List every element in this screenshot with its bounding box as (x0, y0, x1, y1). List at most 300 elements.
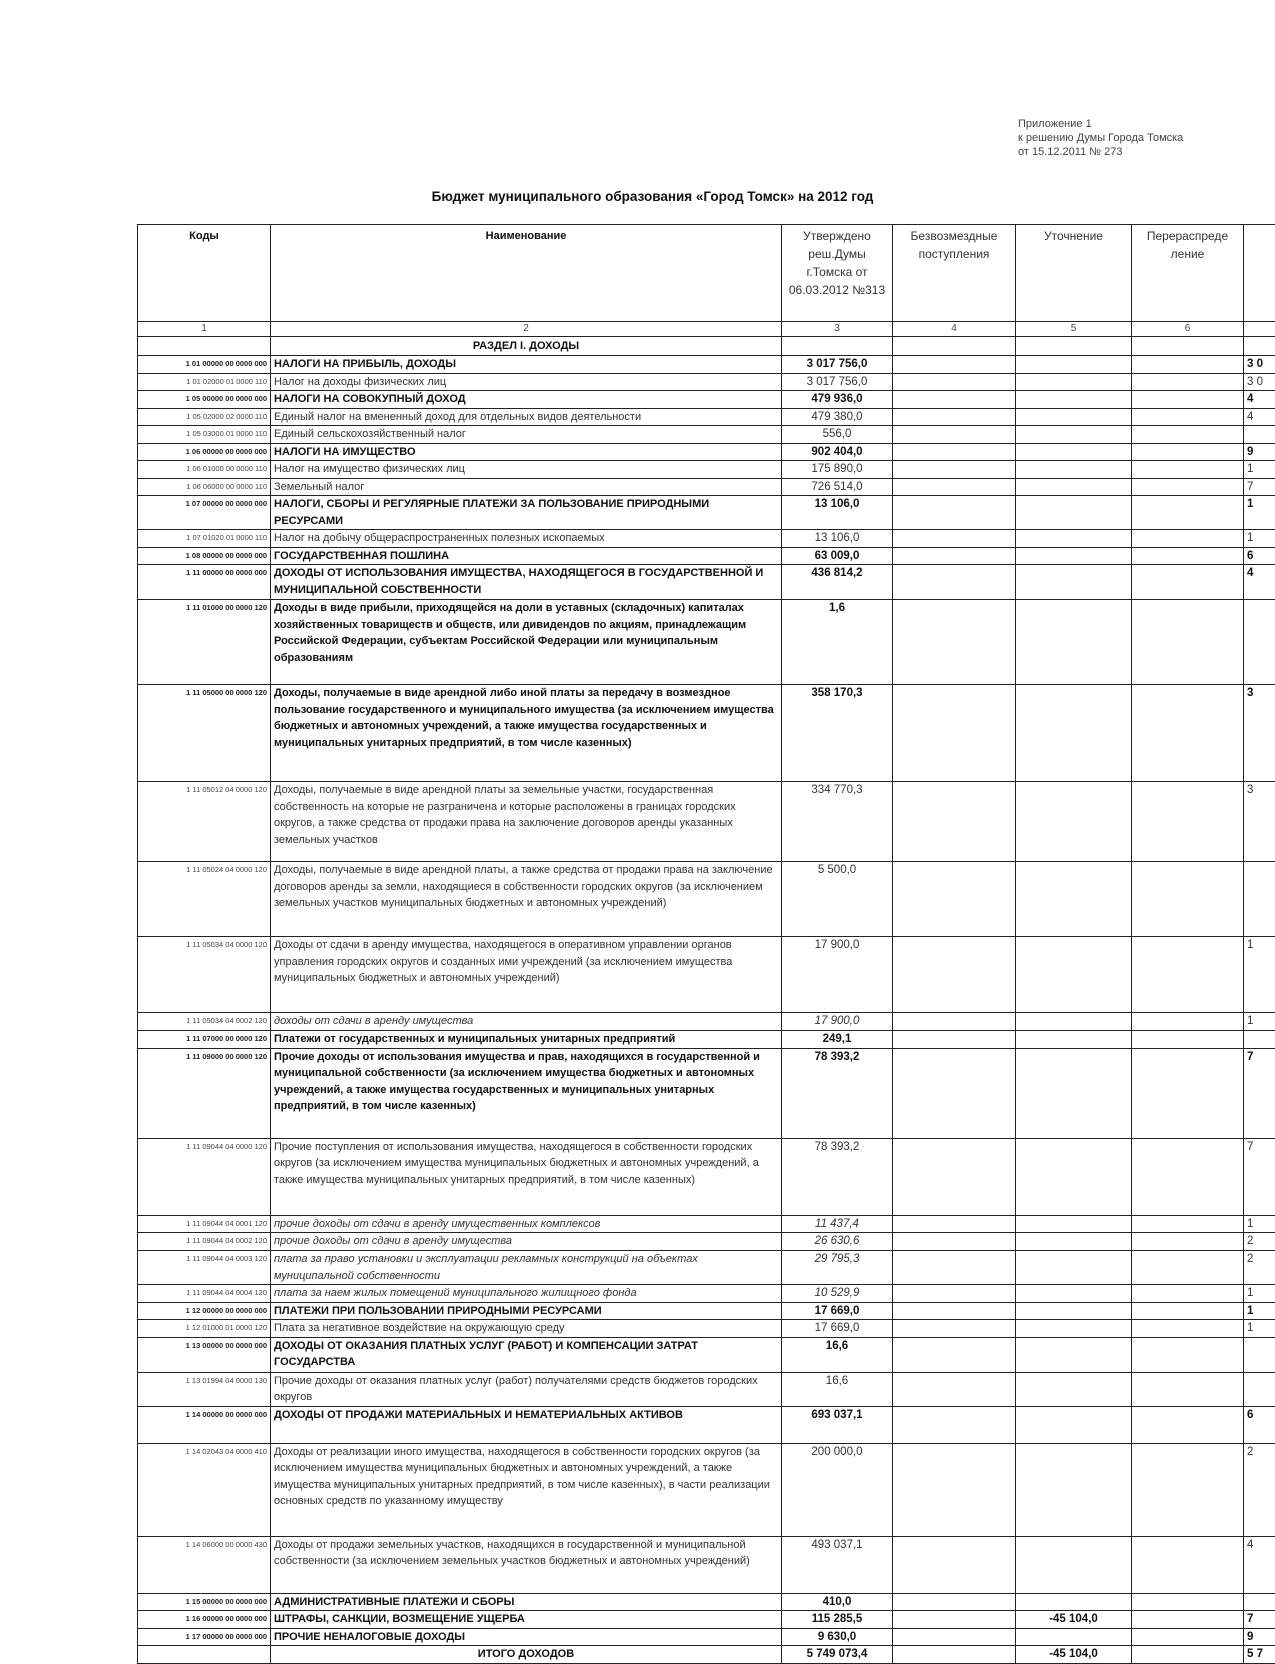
row-name: АДМИНИСТРАТИВНЫЕ ПЛАТЕЖИ И СБОРЫ (271, 1593, 782, 1611)
row-col7: 9 (1244, 443, 1275, 461)
row-name: Доходы, получаемые в виде арендной платы за земельные участки, государственная собственность на которые не разграничена и которые расположены в границах городских округов, а также средства от продажи права на заключение договоров аренды указанных земельных участков (271, 782, 782, 862)
row-approved: 479 936,0 (782, 391, 893, 409)
row-redistribution (1132, 391, 1244, 409)
row-code: 1 14 06000 00 0000 430 (138, 1536, 271, 1593)
row-clarification (1016, 1628, 1132, 1646)
table-row (138, 1030, 1275, 1048)
table-row (138, 1611, 1275, 1629)
table-row (138, 600, 1275, 685)
row-redistribution (1132, 1302, 1244, 1320)
row-code: 1 11 07000 00 0000 120 (138, 1030, 271, 1048)
row-redistribution (1132, 1536, 1244, 1593)
row-col7 (1244, 1593, 1275, 1611)
empty-cell (893, 337, 1016, 356)
row-approved: 5 500,0 (782, 862, 893, 937)
row-redistribution (1132, 1138, 1244, 1215)
row-code: 1 11 00000 00 0000 000 (138, 565, 271, 600)
row-redistribution (1132, 782, 1244, 862)
row-col7: 7 (1244, 1138, 1275, 1215)
row-gratuitous (893, 685, 1016, 782)
row-redistribution (1132, 1251, 1244, 1285)
row-redistribution (1132, 1611, 1244, 1629)
table-row (138, 1233, 1275, 1251)
row-gratuitous (893, 391, 1016, 409)
table-row (138, 1593, 1275, 1611)
row-gratuitous (893, 373, 1016, 391)
row-col7: 7 (1244, 478, 1275, 496)
appendix-note (1018, 117, 1183, 159)
row-clarification (1016, 373, 1132, 391)
row-code: 1 14 00000 00 0000 000 (138, 1406, 271, 1443)
row-approved: 436 814,2 (782, 565, 893, 600)
row-name: ПРОЧИЕ НЕНАЛОГОВЫЕ ДОХОДЫ (271, 1628, 782, 1646)
row-col7: 7 (1244, 1611, 1275, 1629)
row-code: 1 11 05024 04 0000 120 (138, 862, 271, 937)
row-approved: 63 009,0 (782, 547, 893, 565)
row-col7: 6 (1244, 1406, 1275, 1443)
header-clarification: Уточнение (1016, 225, 1132, 322)
table-row (138, 1372, 1275, 1406)
row-approved: 29 795,3 (782, 1251, 893, 1285)
row-redistribution (1132, 1215, 1244, 1233)
row-clarification (1016, 530, 1132, 548)
table-row (138, 1285, 1275, 1303)
row-col7 (1244, 862, 1275, 937)
row-col7: 1 (1244, 1215, 1275, 1233)
row-clarification (1016, 1030, 1132, 1048)
row-code: 1 11 05000 00 0000 120 (138, 685, 271, 782)
empty-cell (1132, 337, 1244, 356)
row-redistribution (1132, 426, 1244, 444)
table-row (138, 1215, 1275, 1233)
row-code: 1 07 00000 00 0000 000 (138, 496, 271, 530)
row-approved: 334 770,3 (782, 782, 893, 862)
row-name: Платежи от государственных и муниципальных унитарных предприятий (271, 1030, 782, 1048)
row-clarification (1016, 461, 1132, 479)
row-redistribution (1132, 478, 1244, 496)
table-row (138, 478, 1275, 496)
row-col7: 1 (1244, 1320, 1275, 1338)
row-code: 1 17 00000 00 0000 000 (138, 1628, 271, 1646)
row-col7 (1244, 1372, 1275, 1406)
row-redistribution (1132, 1030, 1244, 1048)
row-gratuitous (893, 461, 1016, 479)
row-clarification (1016, 1013, 1132, 1031)
appendix-line: к решению Думы Города Томска (1018, 131, 1183, 145)
table-row (138, 1536, 1275, 1593)
row-gratuitous (893, 1285, 1016, 1303)
appendix-line: от 15.12.2011 № 273 (1018, 145, 1183, 159)
row-name: ДОХОДЫ ОТ ОКАЗАНИЯ ПЛАТНЫХ УСЛУГ (РАБОТ) И КОМПЕНСАЦИИ ЗАТРАТ ГОСУДАРСТВА (271, 1337, 782, 1372)
row-gratuitous (893, 408, 1016, 426)
column-number: 6 (1132, 322, 1244, 337)
row-col7 (1244, 600, 1275, 685)
row-approved: 410,0 (782, 1593, 893, 1611)
row-gratuitous (893, 1030, 1016, 1048)
row-redistribution (1132, 1443, 1244, 1536)
row-approved: 1,6 (782, 600, 893, 685)
row-redistribution (1132, 937, 1244, 1013)
row-approved: 13 106,0 (782, 530, 893, 548)
row-name: Плата за негативное воздействие на окружающую среду (271, 1320, 782, 1338)
row-col7: 4 (1244, 1536, 1275, 1593)
row-clarification (1016, 496, 1132, 530)
row-name: Доходы от сдачи в аренду имущества, находящегося в оперативном управлении органов управления городских округов и созданных ими учреждений (за исключением имущества муниципальных бюджетных и автономных учреждений) (271, 937, 782, 1013)
row-gratuitous (893, 782, 1016, 862)
row-clarification (1016, 1372, 1132, 1406)
row-code: 1 06 06000 00 0000 110 (138, 478, 271, 496)
row-gratuitous (893, 1372, 1016, 1406)
row-code: 1 01 00000 00 0000 000 (138, 356, 271, 374)
row-approved: 3 017 756,0 (782, 373, 893, 391)
row-col7: 3 (1244, 685, 1275, 782)
header-redistribution: Перераспреде ление (1132, 225, 1244, 322)
row-code: 1 11 05012 04 0000 120 (138, 782, 271, 862)
row-name: ПЛАТЕЖИ ПРИ ПОЛЬЗОВАНИИ ПРИРОДНЫМИ РЕСУРСАМИ (271, 1302, 782, 1320)
row-redistribution (1132, 1372, 1244, 1406)
row-gratuitous (893, 1443, 1016, 1536)
row-name: Прочие поступления от использования имущества, находящегося в собственности городских округов (за исключением имущества муниципальных бюджетных и автономных учреждений, а также имущества муниципальных унитарных предприятий, в том числе казенных) (271, 1138, 782, 1215)
row-code: 1 16 00000 00 0000 000 (138, 1611, 271, 1629)
row-gratuitous (893, 496, 1016, 530)
row-clarification (1016, 443, 1132, 461)
appendix-line: Приложение 1 (1018, 117, 1183, 131)
row-redistribution (1132, 356, 1244, 374)
table-row (138, 1337, 1275, 1372)
row-col7: 2 (1244, 1443, 1275, 1536)
row-redistribution (1132, 1320, 1244, 1338)
row-approved: 493 037,1 (782, 1536, 893, 1593)
table-row (138, 443, 1275, 461)
row-clarification: -45 104,0 (1016, 1646, 1132, 1664)
column-number-row (138, 322, 1275, 337)
row-col7: 1 (1244, 1302, 1275, 1320)
row-approved: 17 669,0 (782, 1302, 893, 1320)
table-row (138, 1443, 1275, 1536)
row-gratuitous (893, 356, 1016, 374)
row-redistribution (1132, 1013, 1244, 1031)
empty-cell (782, 337, 893, 356)
row-name: Доходы, получаемые в виде арендной либо иной платы за передачу в возмездное пользование государственного и муниципального имущества (за исключением имущества бюджетных и автономных учреждений, а также имущества государственных и муниципальных унитарных предприятий, в том числе казенных) (271, 685, 782, 782)
row-approved: 10 529,9 (782, 1285, 893, 1303)
row-clarification (1016, 356, 1132, 374)
row-gratuitous (893, 530, 1016, 548)
table-row (138, 1628, 1275, 1646)
row-gratuitous (893, 862, 1016, 937)
row-name: НАЛОГИ НА ПРИБЫЛЬ, ДОХОДЫ (271, 356, 782, 374)
row-code: 1 13 00000 00 0000 000 (138, 1337, 271, 1372)
row-clarification (1016, 937, 1132, 1013)
row-gratuitous (893, 443, 1016, 461)
table-row (138, 1251, 1275, 1285)
header-col7 (1244, 225, 1275, 322)
row-col7: 1 (1244, 1013, 1275, 1031)
table-row (138, 356, 1275, 374)
row-col7: 4 (1244, 565, 1275, 600)
table-row (138, 408, 1275, 426)
row-clarification (1016, 782, 1132, 862)
row-approved: 9 630,0 (782, 1628, 893, 1646)
table-row (138, 1302, 1275, 1320)
row-col7: 2 (1244, 1233, 1275, 1251)
row-gratuitous (893, 1406, 1016, 1443)
row-code: 1 12 00000 00 0000 000 (138, 1302, 271, 1320)
row-redistribution (1132, 1285, 1244, 1303)
row-redistribution (1132, 373, 1244, 391)
row-approved: 11 437,4 (782, 1215, 893, 1233)
row-col7: 7 (1244, 1048, 1275, 1138)
table-row (138, 1406, 1275, 1443)
row-clarification (1016, 1233, 1132, 1251)
budget-table (137, 224, 1275, 1664)
row-redistribution (1132, 530, 1244, 548)
row-redistribution (1132, 1628, 1244, 1646)
table-row (138, 1048, 1275, 1138)
row-name: доходы от сдачи в аренду имущества (271, 1013, 782, 1031)
row-gratuitous (893, 1215, 1016, 1233)
header-codes: Коды (138, 225, 271, 322)
row-clarification (1016, 1138, 1132, 1215)
row-code: 1 06 01000 00 0000 110 (138, 461, 271, 479)
table-row (138, 530, 1275, 548)
row-approved: 249,1 (782, 1030, 893, 1048)
row-clarification (1016, 1536, 1132, 1593)
row-code: 1 12 01000 01 0000 120 (138, 1320, 271, 1338)
row-redistribution (1132, 1593, 1244, 1611)
row-approved: 26 630,6 (782, 1233, 893, 1251)
row-clarification (1016, 1285, 1132, 1303)
row-code: 1 11 09044 04 0000 120 (138, 1138, 271, 1215)
table-row (138, 937, 1275, 1013)
row-approved: 17 900,0 (782, 937, 893, 1013)
header-name: Наименование (271, 225, 782, 322)
row-col7: 3 0 (1244, 373, 1275, 391)
row-gratuitous (893, 1628, 1016, 1646)
table-row (138, 426, 1275, 444)
row-gratuitous (893, 426, 1016, 444)
row-gratuitous (893, 1646, 1016, 1664)
row-gratuitous (893, 565, 1016, 600)
row-approved: 16,6 (782, 1337, 893, 1372)
row-clarification (1016, 1320, 1132, 1338)
row-name: НАЛОГИ, СБОРЫ И РЕГУЛЯРНЫЕ ПЛАТЕЖИ ЗА ПОЛЬЗОВАНИЕ ПРИРОДНЫМИ РЕСУРСАМИ (271, 496, 782, 530)
row-col7: 1 (1244, 937, 1275, 1013)
row-clarification (1016, 1251, 1132, 1285)
row-col7 (1244, 1337, 1275, 1372)
row-redistribution (1132, 496, 1244, 530)
row-code: 1 11 09000 00 0000 120 (138, 1048, 271, 1138)
row-name: Доходы, получаемые в виде арендной платы, а также средства от продажи права на заключение договоров аренды за земли, находящиеся в собственности городских округов (за исключением земельных участков муниципальных бюджетных и автономных учреждений) (271, 862, 782, 937)
row-clarification (1016, 1302, 1132, 1320)
row-clarification (1016, 391, 1132, 409)
row-col7: 9 (1244, 1628, 1275, 1646)
row-code: 1 13 01994 04 0000 130 (138, 1372, 271, 1406)
row-name: ШТРАФЫ, САНКЦИИ, ВОЗМЕЩЕНИЕ УЩЕРБА (271, 1611, 782, 1629)
table-row (138, 1320, 1275, 1338)
row-code: 1 06 00000 00 0000 000 (138, 443, 271, 461)
row-code: 1 11 09044 04 0004 120 (138, 1285, 271, 1303)
row-name: НАЛОГИ НА СОВОКУПНЫЙ ДОХОД (271, 391, 782, 409)
row-gratuitous (893, 1138, 1016, 1215)
row-code: 1 05 00000 00 0000 000 (138, 391, 271, 409)
row-col7: 1 (1244, 461, 1275, 479)
row-clarification (1016, 1337, 1132, 1372)
row-gratuitous (893, 1251, 1016, 1285)
row-clarification (1016, 408, 1132, 426)
row-approved: 78 393,2 (782, 1048, 893, 1138)
column-number: 2 (271, 322, 782, 337)
row-code: 1 05 03000 01 0000 110 (138, 426, 271, 444)
row-name: плата за наем жилых помещений муниципального жилищного фонда (271, 1285, 782, 1303)
row-gratuitous (893, 478, 1016, 496)
table-row (138, 1013, 1275, 1031)
row-col7: 3 (1244, 782, 1275, 862)
row-redistribution (1132, 685, 1244, 782)
row-approved: 200 000,0 (782, 1443, 893, 1536)
row-approved: 175 890,0 (782, 461, 893, 479)
row-name: плата за право установки и эксплуатации рекламных конструкций на объектах муниципальной собственности (271, 1251, 782, 1285)
table-row (138, 461, 1275, 479)
row-clarification (1016, 600, 1132, 685)
row-gratuitous (893, 547, 1016, 565)
row-approved: 5 749 073,4 (782, 1646, 893, 1664)
row-redistribution (1132, 443, 1244, 461)
row-name: Доходы в виде прибыли, приходящейся на доли в уставных (складочных) капиталах хозяйственных товариществ и обществ, или дивидендов по акциям, принадлежащим Российской Федерации, субъектам Российской Федерации или муниципальным образованиям (271, 600, 782, 685)
row-approved: 693 037,1 (782, 1406, 893, 1443)
header-gratuitous: Безвозмездные поступления (893, 225, 1016, 322)
column-number: 3 (782, 322, 893, 337)
table-row (138, 782, 1275, 862)
row-gratuitous (893, 1233, 1016, 1251)
row-code: 1 11 05034 04 0000 120 (138, 937, 271, 1013)
row-gratuitous (893, 1337, 1016, 1372)
row-name: прочие доходы от сдачи в аренду имущественных комплексов (271, 1215, 782, 1233)
row-name: ИТОГО ДОХОДОВ (271, 1646, 782, 1664)
row-name: Единый налог на вмененный доход для отдельных видов деятельности (271, 408, 782, 426)
section-title: РАЗДЕЛ I. ДОХОДЫ (271, 337, 782, 356)
row-gratuitous (893, 1611, 1016, 1629)
row-approved: 902 404,0 (782, 443, 893, 461)
row-clarification (1016, 1593, 1132, 1611)
table-row (138, 547, 1275, 565)
row-name: Земельный налог (271, 478, 782, 496)
row-clarification (1016, 547, 1132, 565)
table-row (138, 496, 1275, 530)
row-redistribution (1132, 1233, 1244, 1251)
row-gratuitous (893, 1536, 1016, 1593)
document-title: Бюджет муниципального образования «Город Томск» на 2012 год (0, 189, 1275, 204)
row-code: 1 11 09044 04 0001 120 (138, 1215, 271, 1233)
row-gratuitous (893, 1302, 1016, 1320)
row-redistribution (1132, 862, 1244, 937)
header-row (138, 225, 1275, 322)
section-row (138, 337, 1275, 356)
row-col7 (1244, 1030, 1275, 1048)
row-gratuitous (893, 1013, 1016, 1031)
empty-cell (1016, 337, 1132, 356)
column-number: 1 (138, 322, 271, 337)
table-row (138, 391, 1275, 409)
row-gratuitous (893, 937, 1016, 1013)
row-redistribution (1132, 600, 1244, 685)
row-col7: 6 (1244, 547, 1275, 565)
table-row (138, 1646, 1275, 1664)
table-row (138, 373, 1275, 391)
row-code: 1 08 00000 00 0000 000 (138, 547, 271, 565)
row-clarification (1016, 1215, 1132, 1233)
row-code: 1 01 02000 01 0000 110 (138, 373, 271, 391)
row-redistribution (1132, 1048, 1244, 1138)
row-gratuitous (893, 1048, 1016, 1138)
row-approved: 17 900,0 (782, 1013, 893, 1031)
row-clarification (1016, 1406, 1132, 1443)
row-name: Налог на доходы физических лиц (271, 373, 782, 391)
row-col7: 2 (1244, 1251, 1275, 1285)
row-code: 1 14 02043 04 0000 410 (138, 1443, 271, 1536)
row-clarification (1016, 478, 1132, 496)
row-code: 1 05 02000 02 0000 110 (138, 408, 271, 426)
row-col7 (1244, 426, 1275, 444)
row-name: Доходы от продажи земельных участков, находящихся в государственной и муниципальной собственности (за исключением земельных участков бюджетных и автономных учреждений) (271, 1536, 782, 1593)
row-approved: 78 393,2 (782, 1138, 893, 1215)
row-redistribution (1132, 1646, 1244, 1664)
row-approved: 13 106,0 (782, 496, 893, 530)
row-approved: 16,6 (782, 1372, 893, 1406)
row-gratuitous (893, 1320, 1016, 1338)
row-clarification (1016, 685, 1132, 782)
row-code: 1 11 09044 04 0003 120 (138, 1251, 271, 1285)
table-row (138, 685, 1275, 782)
row-redistribution (1132, 408, 1244, 426)
row-clarification: -45 104,0 (1016, 1611, 1132, 1629)
empty-cell (1244, 337, 1275, 356)
section-code-cell (138, 337, 271, 356)
row-approved: 17 669,0 (782, 1320, 893, 1338)
row-clarification (1016, 426, 1132, 444)
row-gratuitous (893, 600, 1016, 685)
row-clarification (1016, 1048, 1132, 1138)
row-approved: 479 380,0 (782, 408, 893, 426)
row-approved: 115 285,5 (782, 1611, 893, 1629)
row-approved: 556,0 (782, 426, 893, 444)
row-col7: 4 (1244, 391, 1275, 409)
row-approved: 3 017 756,0 (782, 356, 893, 374)
row-clarification (1016, 862, 1132, 937)
row-col7: 1 (1244, 530, 1275, 548)
row-clarification (1016, 1443, 1132, 1536)
table-row (138, 862, 1275, 937)
row-gratuitous (893, 1593, 1016, 1611)
row-name: Прочие доходы от использования имущества и прав, находящихся в государственной и муниципальной собственности (за исключением имущества бюджетных и автономных учреждений, а также имущества государственных и муниципальных унитарных предприятий, в том числе казенных) (271, 1048, 782, 1138)
row-col7: 5 7 (1244, 1646, 1275, 1664)
row-code: 1 11 09044 04 0002 120 (138, 1233, 271, 1251)
row-name: ДОХОДЫ ОТ ИСПОЛЬЗОВАНИЯ ИМУЩЕСТВА, НАХОДЯЩЕГОСЯ В ГОСУДАРСТВЕННОЙ И МУНИЦИПАЛЬНОЙ СОБСТВЕННОСТИ (271, 565, 782, 600)
row-code (138, 1646, 271, 1664)
column-number: 4 (893, 322, 1016, 337)
row-redistribution (1132, 1406, 1244, 1443)
row-name: прочие доходы от сдачи в аренду имущества (271, 1233, 782, 1251)
table-row (138, 1138, 1275, 1215)
row-redistribution (1132, 547, 1244, 565)
row-code: 1 15 00000 00 0000 000 (138, 1593, 271, 1611)
row-approved: 358 170,3 (782, 685, 893, 782)
row-code: 1 07 01020 01 0000 110 (138, 530, 271, 548)
row-redistribution (1132, 461, 1244, 479)
row-name: Единый сельскохозяйственный налог (271, 426, 782, 444)
row-name: Налог на добычу общераспространенных полезных ископаемых (271, 530, 782, 548)
row-code: 1 11 01000 00 0000 120 (138, 600, 271, 685)
row-name: ДОХОДЫ ОТ ПРОДАЖИ МАТЕРИАЛЬНЫХ И НЕМАТЕРИАЛЬНЫХ АКТИВОВ (271, 1406, 782, 1443)
